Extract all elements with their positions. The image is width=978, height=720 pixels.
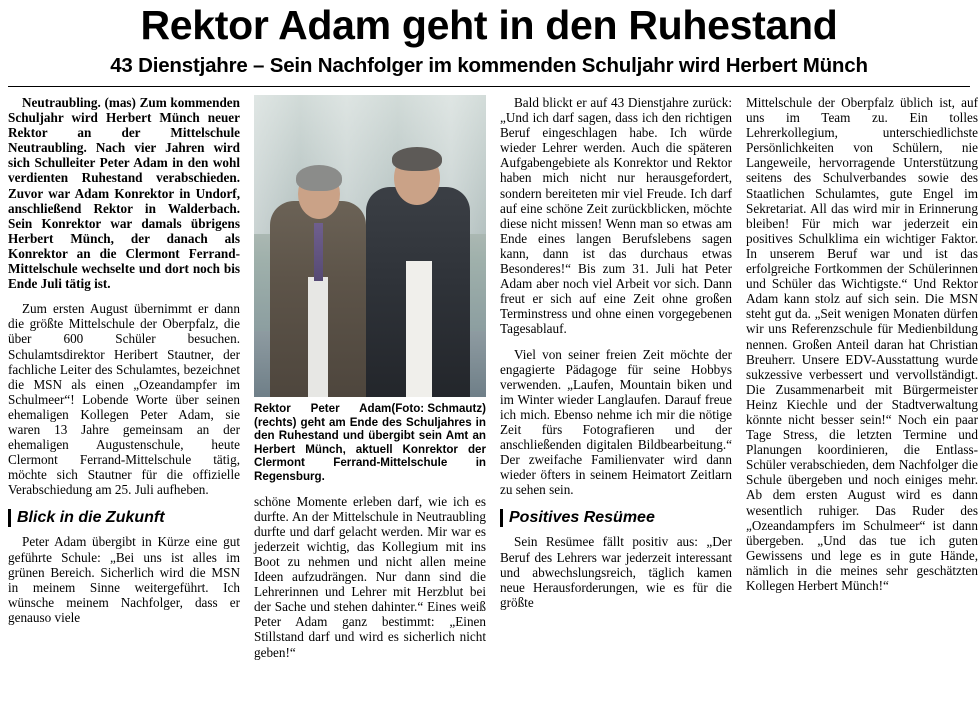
paragraph: [500, 534, 732, 609]
photo-credit: (Foto: Schmautz): [391, 402, 486, 415]
subtitle: 43 Dienstjahre – Sein Nachfolger im kommenden Schuljahr wird Herbert Münch: [110, 54, 868, 77]
paragraph: [500, 347, 732, 498]
paragraph: [500, 95, 732, 337]
photo-person-right-hair: [392, 147, 442, 171]
paragraph-text: Mittelschule der Oberpfalz üblich ist, auf uns im Team zu. Ein tolles Lehrerkollegium, unterschiedlichste Persönlichkeiten von Schülern, nie Langeweile, hervorragende Unterstützung seitens des Schulverbandes sowie des Staatlichen Schulamtes, gute Engel im Sekretariat. All das wird mir in Erinnerung bleiben! Für mich war jederzeit ein positives Schulklima ein wichtiger Faktor. In unserem Beruf war und ist das erfolgreiche Fortkommen der Schülerinnen und Schüler das Wichtigste.“ Und Rektor Adam kann stolz auf sich sein. Die MSN steht gut da. „Seit wenigen Monaten dürfen wir uns Referenzschule für Medienbildung nennen. Großen Anteil daran hat Christian Breuherr. Unsere EDV-Ausstattung wurde sukzessive verbessert und vervollständigt. Die Zusammenarbeit mit Bürgermeister Heinz Kiechle und der Stadtverwaltung könnte nicht besser sein!“ Noch ein paar Tage Stress, die letzten Termine und Planungen koordinieren, die Entlass-Schüler verabschieden, dem Nachfolger die Schule übergeben und noch einiges mehr. Ab dem ersten August wird es dann wesentlich ruhiger. Das Ruder des „Ozeandampfers im Schulmeer“ ist dann übergeben. „Und das tue ich guten Gewissens und lege es in gute Hände, nämlich in die meines sehr geschätzten Kollegen Herbert Münch!“: [746, 95, 978, 593]
article-column-2: [254, 95, 486, 660]
header-divider: [8, 86, 970, 87]
photo-person-right-shirt: [406, 261, 432, 397]
paragraph-text: Viel von seiner freien Zeit möchte der engagierte Pädagoge für seine Hobbys verwenden. „Laufen, Mountain biken und im Winter wieder Langlaufen. Darauf freue ich mich. Ebenso nehme ich mir die nötige Zeit fürs Fotografieren und der anschließenden digitalen Bildbearbeitung.“ Der zweifache Familienvater wird dann wieder öfters in seinem Heimatort Zeitlarn zu sehen sein.: [500, 346, 732, 498]
photo-person-left-tie: [314, 223, 323, 281]
paragraph-text: Bald blickt er auf 43 Dienstjahre zurück: „Und ich darf sagen, dass ich den richtigen Beruf eingeschlagen habe. Ich würde wieder Lehrer werden. Auch die späteren Aufgabengebiete als Konrektor und Rektor haben mich nicht nur herausgefordert, sondern bereiteten mir viel Freude. Ich darf auf eine schöne Zeit zurückblicken, möchte diese nicht missen! Wenn man so etwas am Ende eines langen Berufslebens sagen kann, dann ist das durchaus etwas Besonderes!“ Bis zum 31. Juli hat Peter Adam aber noch viel Arbeit vor sich. Dann freut er sich auf eine Zeit ohne großen Terminstress und ohne einen vorgegebenen Tagesablauf.: [500, 95, 732, 337]
section-heading-positives-resuemee: Positives Resümee: [500, 509, 732, 527]
paragraph-lead: [8, 95, 240, 291]
paragraph-text: Zum ersten August übernimmt er dann die größte Mittelschule der Oberpfalz, die über 600 Schüler besuchen. Schulamtsdirektor Heribert Stautner, der fachliche Leiter des Schulamtes, bezeichnet die MSN als einen „Ozeandampfer im Schulmeer“! Lobende Worte über seinen ehemaligen Kollegen Peter Adam, sie waren 13 Jahre gemeinsam an der ehemaligen Augustenschule, heute Clermont Ferrand-Mittelschule tätig, möchte sich Stautner für die offizielle Verabschiedung am 25. Juli aufheben.: [8, 301, 240, 498]
photo-person-left-hair: [296, 165, 342, 191]
paragraph: [254, 494, 486, 660]
photo-caption-text: Rektor Peter Adam (rechts) geht am Ende des Schuljahres in den Ruhestand und übergibt sein Amt an Herbert Münch, aktuell Konrektor der Clermont Ferrand-Mittelschule in Regensburg.: [254, 402, 486, 483]
article-column-1: [8, 95, 240, 625]
article-column-4: [746, 95, 978, 593]
paragraph: [8, 534, 240, 625]
paragraph-text: Peter Adam übergibt in Kürze eine gut geführte Schule: „Bei uns ist alles im grünen Bereich. Sicherlich wird die MSN in meinem Sinne weitergeführt. Ich wünsche meinem Nachfolger, dass er genauso viele: [8, 534, 240, 625]
article-columns: [8, 95, 978, 660]
two-men-standing-indoors-photo: [254, 95, 486, 397]
page-title: Rektor Adam geht in den Ruhestand: [140, 2, 838, 48]
section-heading-blick-in-die-zukunft: Blick in die Zukunft: [8, 509, 240, 527]
article-column-3: [500, 95, 732, 610]
paragraph-text: Neutraubling. (mas) Zum kommenden Schuljahr wird Herbert Münch neuer Rektor an der Mittelschule Neutraubling. Nach vier Jahren wird sich Schulleiter Peter Adam in den wohl verdienten Ruhestand verabschieden. Zuvor war Adam Konrektor in Undorf, anschließend Rektor in Walderbach. Sein Konrektor war damals übrigens Herbert Münch, der danach als Konrektor an die Clermont Ferrand-Mittelschule wechselte und dort noch bis Ende Juli tätig ist.: [8, 95, 240, 292]
paragraph: [8, 301, 240, 497]
paragraph: [746, 95, 978, 593]
newspaper-article-page: [0, 2, 978, 720]
article-photo-wrapper: [254, 95, 486, 397]
photo-person-left-shirt: [308, 277, 328, 397]
paragraph-text: Sein Resümee fällt positiv aus: „Der Beruf des Lehrers war jederzeit interessant und abwechslungsreich, täglich kamen neue Herausforderungen, wie es für die größte: [500, 534, 732, 610]
paragraph-text: schöne Momente erleben darf, wie ich es durfte. An der Mittelschule in Neutraubling durfte und darf gelacht werden. Mir war es jederzeit wichtig, das Kollegium mit ins Boot zu nehmen und nicht allen meine Ideen aufzudrängen. Nur dann sind die Lehrerinnen und Lehrer mit Herzblut bei der Sache und stehen dahinter.“ Eines weiß Peter Adam ganz bestimmt: „Einen Stillstand darf und wird es sicherlich nicht geben!“: [254, 493, 486, 660]
photo-caption: [254, 402, 486, 484]
